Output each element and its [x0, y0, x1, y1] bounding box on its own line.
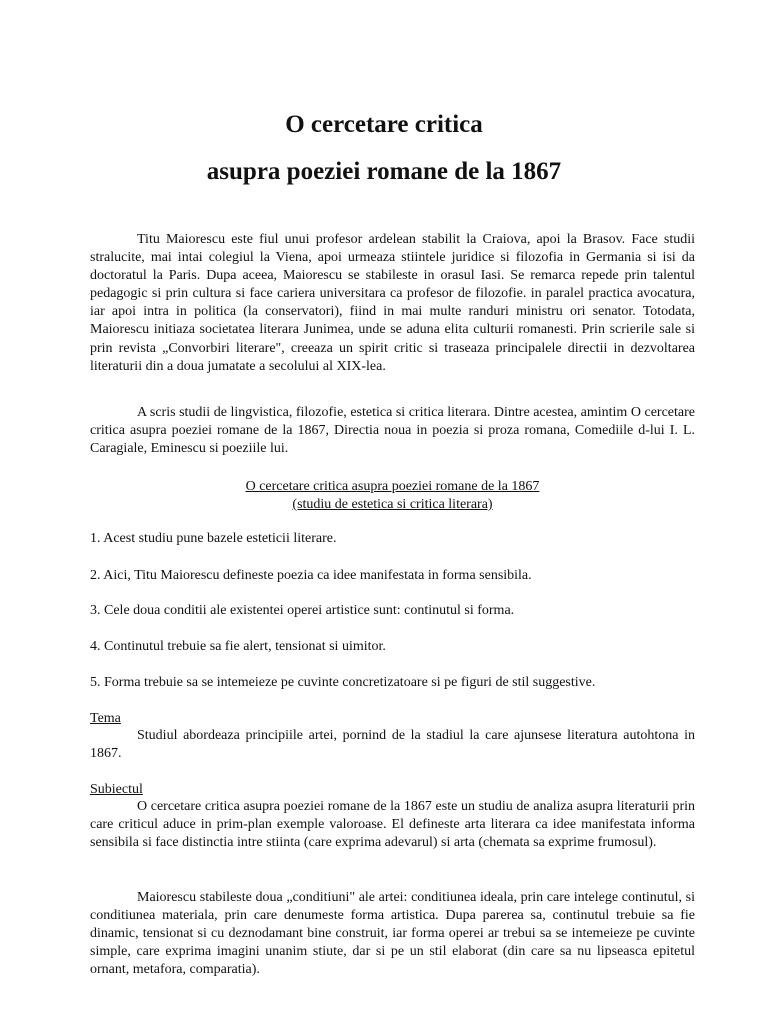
numbered-point-4: 4. Continutul trebuie sa fie alert, tensionat si uimitor.	[90, 639, 386, 654]
intro-paragraph-works: A scris studii de lingvistica, filozofie, estetica si critica literara. Dintre acestea, amintim O cercetare critica asupra poeziei romane de la 1867, Directia noua in poezia si proza romana, Comediile d-lui I. L. Caragiale, Eminescu si poeziile lui.	[90, 405, 695, 457]
subiectul-paragraph: O cercetare critica asupra poeziei romane de la 1867 este un studiu de analiza asupra literaturii prin care criticul aduce in prim-plan exemple valoroase. El defineste arta literara ca idee manifestata informa sensibila si face distinctia intre stiinta (care exprima adevarul) si arta (chemata sa exprime frumosul).	[90, 799, 695, 851]
study-heading-title: O cercetare critica asupra poeziei romane de la 1867	[245, 479, 540, 494]
document-title-line-1: O cercetare critica	[285, 111, 483, 138]
study-heading-subtitle: (studiu de estetica si critica literara)	[292, 497, 493, 512]
numbered-point-5: 5. Forma trebuie sa se intemeieze pe cuvinte concretizatoare si pe figuri de stil suggestive.	[90, 675, 596, 690]
numbered-point-3: 3. Cele doua conditii ale existentei operei artistice sunt: continutul si forma.	[90, 603, 515, 618]
tema-heading: Tema	[90, 711, 121, 726]
tema-paragraph: Studiul abordeaza principiile artei, pornind de la stadiul la care ajunsese literatura autohtona in 1867.	[90, 728, 695, 762]
intro-paragraph-biography: Titu Maiorescu este fiul unui profesor ardelean stabilit la Craiova, apoi la Brasov. Face studii stralucite, mai intai colegiul la Viena, apoi urmeaza stiintele juridice si filozofia in Germania si isi da doctoratul la Paris. Dupa aceea, Maiorescu se stabileste in orasul Iasi. Se remarca repede prin talentul pedagogic si prin cultura si face cariera universitara ca profesor de filozofie. in paralel practica avocatura, iar apoi intra in politica (la conservatori), fiind in mai multe randuri ministru ori senator. Totodata, Maiorescu initiaza societatea literara Junimea, unde se aduna elita culturii romanesti. Prin scrierile sale si prin revista „Convorbiri literare", creeaza un spirit critic si traseaza principalele directii in dezvoltarea literaturii din a doua jumatate a secolului al XIX-lea.	[90, 232, 695, 374]
subiectul-heading: Subiectul	[90, 782, 143, 797]
conditions-paragraph: Maiorescu stabileste doua „conditiuni" ale artei: conditiunea ideala, prin care intelege continutul, si conditiunea materiala, prin care denumeste forma artistica. Dupa parerea sa, continutul trebuie sa fie dinamic, tensionat si cu deznodamant bine construit, iar forma operei ar trebui sa se intemeieze pe cuvinte simple, care exprima imagini unanim stiute, dar si pe un stil elaborat (din care sa nu lipseasca epitetul ornant, metafora, comparatia).	[90, 890, 695, 978]
numbered-point-2: 2. Aici, Titu Maiorescu defineste poezia ca idee manifestata in forma sensibila.	[90, 568, 532, 583]
numbered-point-1: 1. Acest studiu pune bazele esteticii literare.	[90, 531, 337, 546]
document-title-line-2: asupra poeziei romane de la 1867	[206, 158, 562, 185]
